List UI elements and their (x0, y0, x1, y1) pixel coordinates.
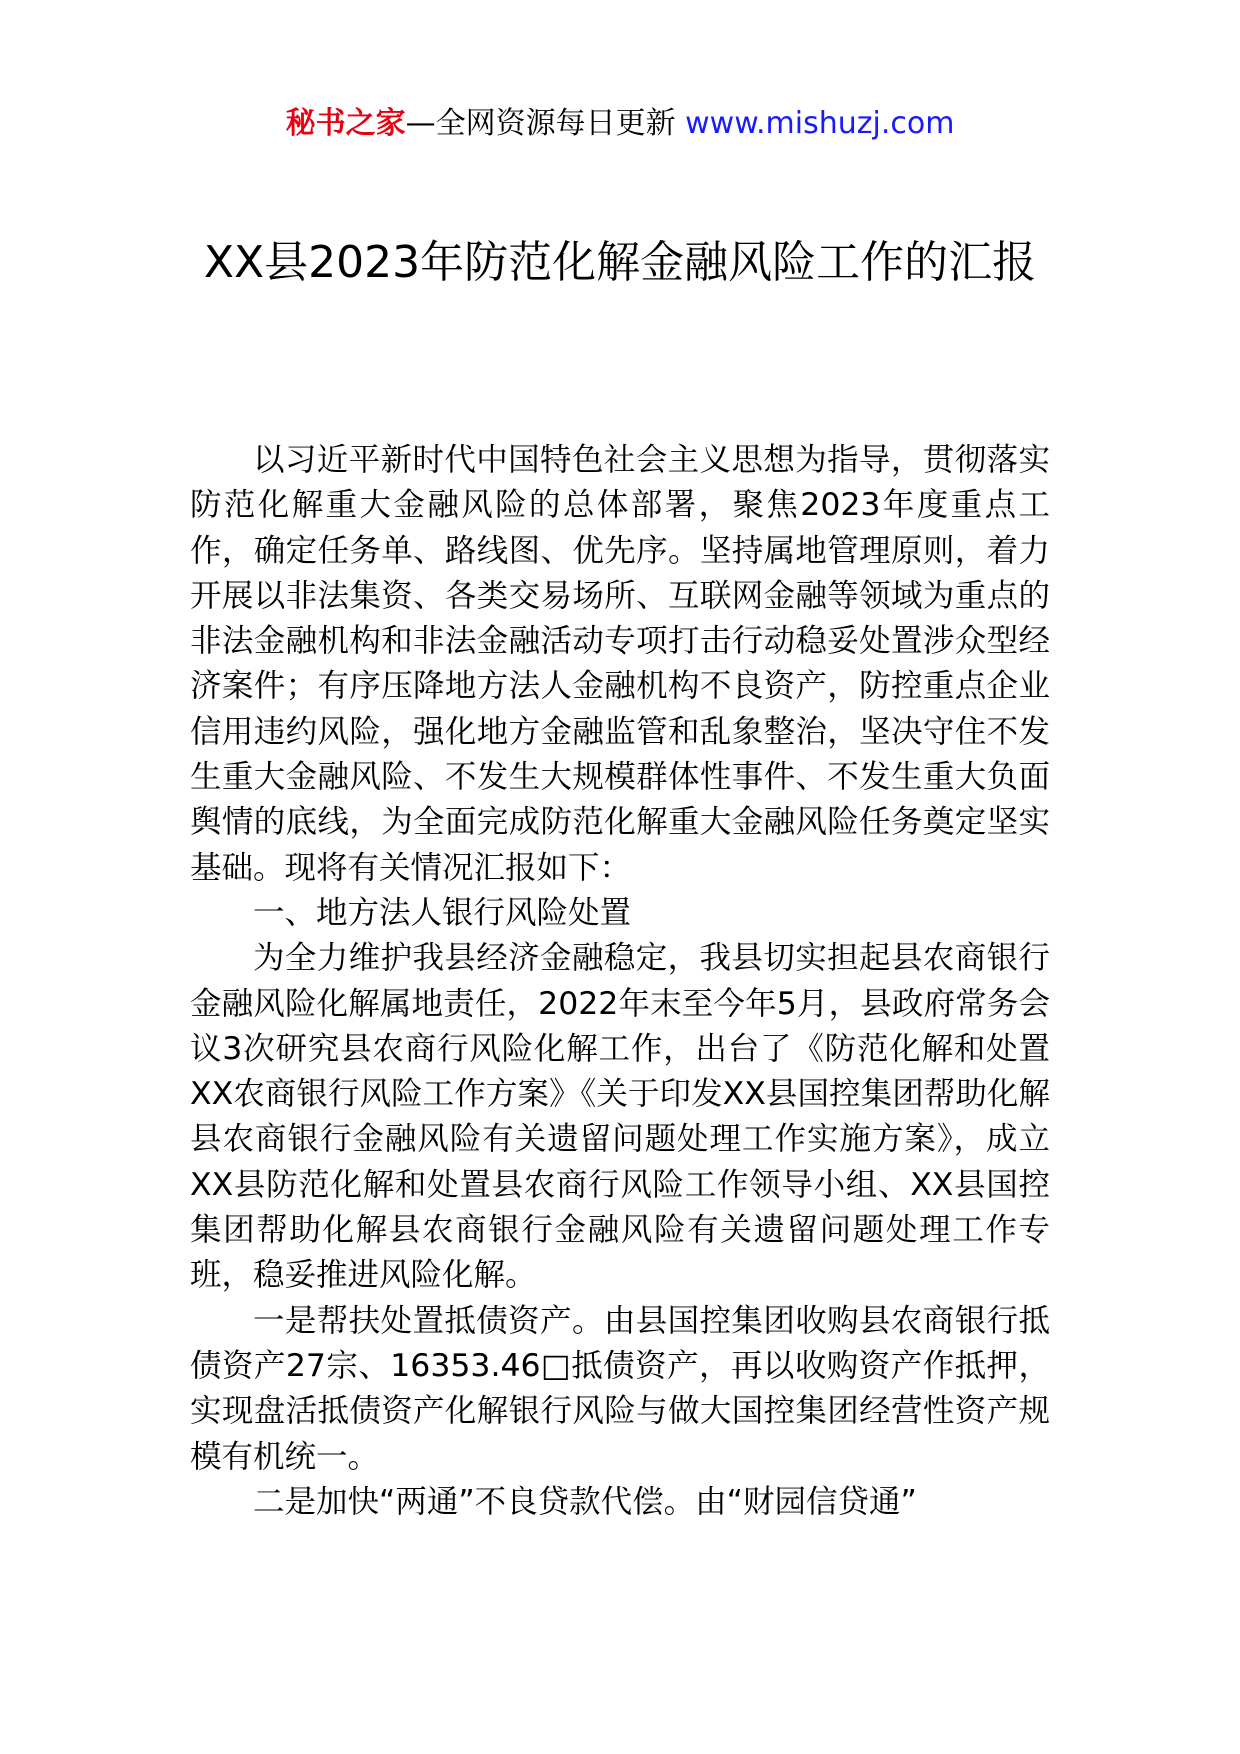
body-paragraph: 二是加快“两通”不良贷款代偿。由“财园信贷通” (253, 1483, 917, 1520)
document-title: XX县2023年防范化解金融风险工作的汇报 (203, 237, 1037, 288)
body-paragraph: 为全力维护我县经济金融稳定，我县切实担起县农商银行金融风险化解属地责任，2022年末至今年5月，县政府常务会议3次研究县农商行风险化解工作，出台了《防范化解和处置XX农商银行风险工作方案》《关于印发XX县国控集团帮助化解县农商银行金融风险有关遗留问题处理工作实施方案》，成立XX县防范化解和处置县农商行风险工作领导小组、XX县国控集团帮助化解县农商银行金融风险有关遗留问题处理工作专班，稳妥推进风险化解。 (190, 940, 1050, 1294)
document-body (190, 438, 1050, 1525)
site-header (0, 100, 1240, 148)
body-paragraph: 一是帮扶处置抵债资产。由县国控集团收购县农商银行抵债资产27宗、16353.46□抵债资产，再以收购资产作抵押，实现盘活抵债资产化解银行风险与做大国控集团经营性资产规模有机统一。 (190, 1302, 1050, 1475)
site-url-link[interactable]: www.mishuzj.com (685, 106, 955, 141)
header-tagline: —全网资源每日更新 (405, 106, 676, 141)
brand-name: 秘书之家 (285, 106, 406, 141)
intro-paragraph: 以习近平新时代中国特色社会主义思想为指导，贯彻落实防范化解重大金融风险的总体部署，聚焦2023年度重点工作，确定任务单、路线图、优先序。坚持属地管理原则，着力开展以非法集资、各类交易场所、互联网金融等领域为重点的非法金融机构和非法金融活动专项打击行动稳妥处置涉众型经济案件；有序压降地方法人金融机构不良资产，防控重点企业信用违约风险，强化地方金融监管和乱象整治，坚决守住不发生重大金融风险、不发生大规模群体性事件、不发生重大负面舆情的底线，为全面完成防范化解重大金融风险任务奠定坚实基础。现将有关情况汇报如下： (190, 442, 1050, 886)
section-heading: 一、地方法人银行风险处置 (253, 894, 632, 931)
